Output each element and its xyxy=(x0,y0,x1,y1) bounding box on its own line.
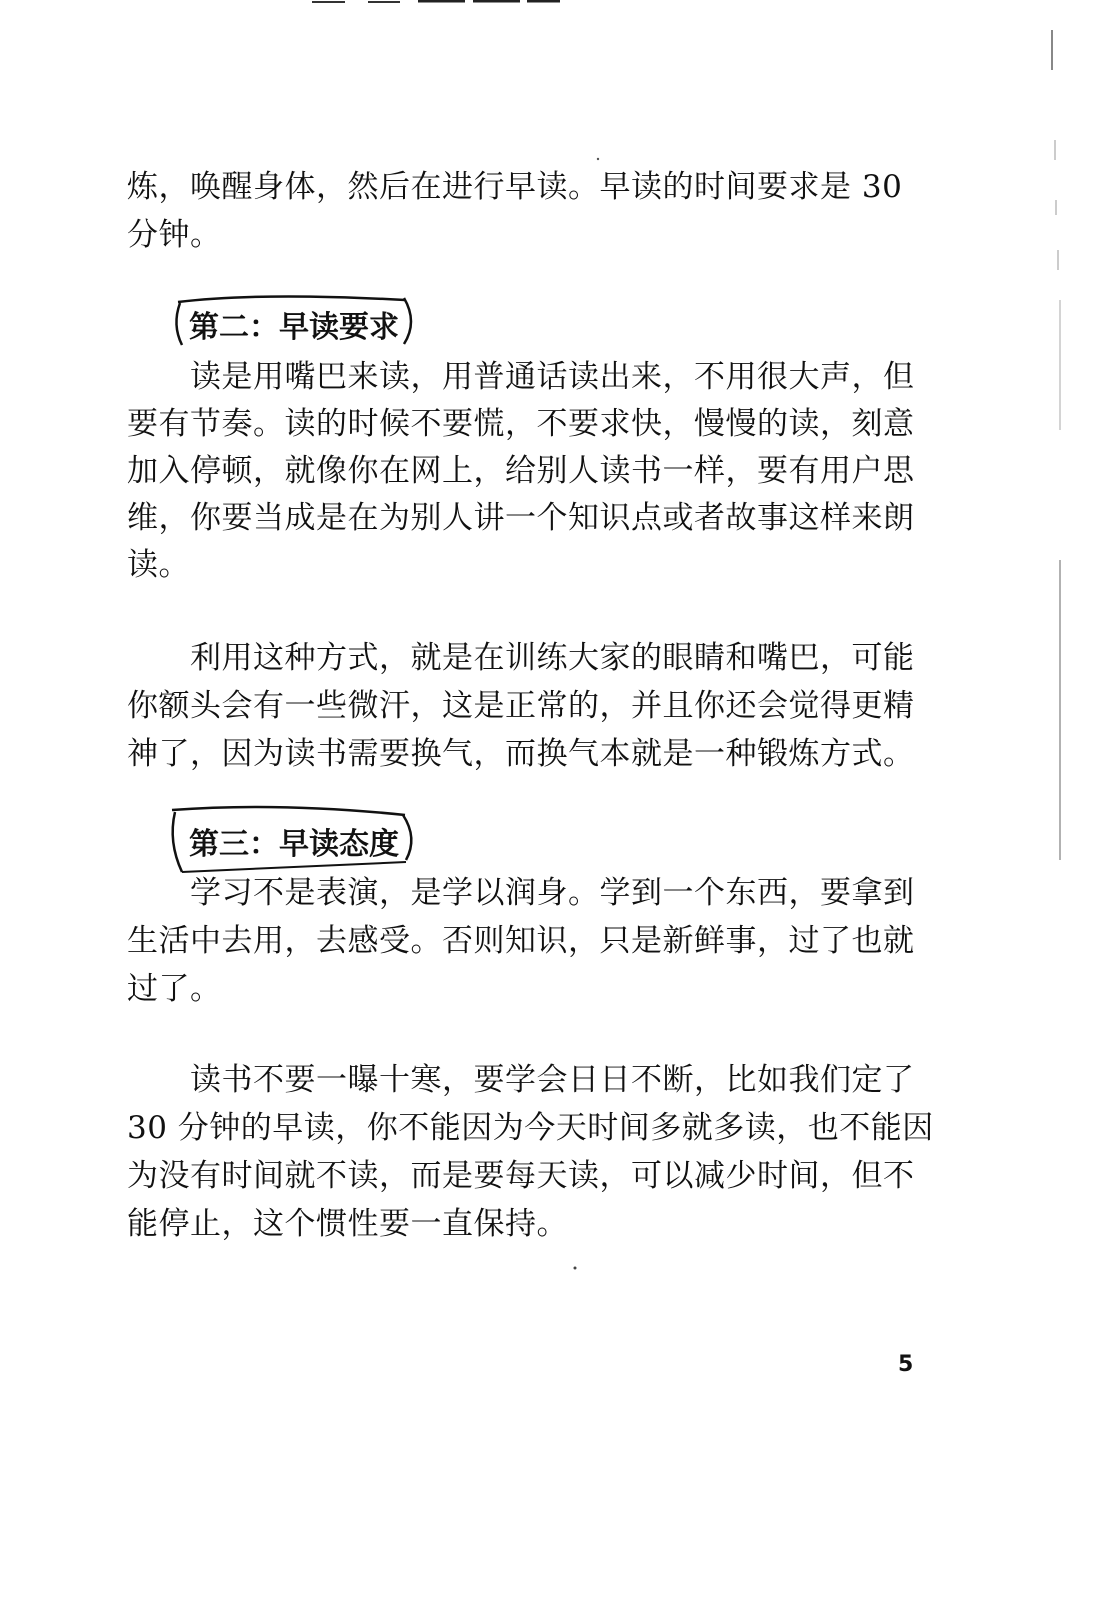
section-heading: 第三：早读态度 xyxy=(189,827,399,862)
text-line: 读书不要一曝十寒，要学会日日不断，比如我们定了 xyxy=(190,1062,915,1098)
text-line: 30 分钟的早读，你不能因为今天时间多就多读，也不能因 xyxy=(127,1110,934,1146)
text-line: 维，你要当成是在为别人讲一个知识点或者故事这样来朗 xyxy=(127,500,915,536)
text-line: 加入停顿，就像你在网上，给别人读书一样，要有用户思 xyxy=(127,453,915,489)
text-line: 炼，唤醒身体，然后在进行早读。早读的时间要求是 30 xyxy=(127,169,903,205)
text-line: 能停止，这个惯性要一直保持。 xyxy=(127,1206,568,1242)
text-line: 你额头会有一些微汗，这是正常的，并且你还会觉得更精 xyxy=(127,688,915,724)
text-line: 读是用嘴巴来读，用普通话读出来，不用很大声，但 xyxy=(190,359,915,395)
text-line: 读。 xyxy=(127,547,190,583)
text-line: 神了，因为读书需要换气，而换气本就是一种锻炼方式。 xyxy=(127,736,915,772)
text-line: 分钟。 xyxy=(127,217,222,253)
text-line: 生活中去用，去感受。否则知识，只是新鲜事，过了也就 xyxy=(127,923,915,959)
section-heading: 第二：早读要求 xyxy=(189,310,399,345)
text-line: 为没有时间就不读，而是要每天读，可以减少时间，但不 xyxy=(127,1158,915,1194)
text-line: 过了。 xyxy=(127,971,222,1007)
text-line: 学习不是表演，是学以润身。学到一个东西，要拿到 xyxy=(190,875,915,911)
text-line: 利用这种方式，就是在训练大家的眼睛和嘴巴，可能 xyxy=(190,640,915,676)
page-number: 5 xyxy=(898,1352,914,1377)
text-line: 要有节奏。读的时候不要慌，不要求快，慢慢的读，刻意 xyxy=(127,406,915,442)
